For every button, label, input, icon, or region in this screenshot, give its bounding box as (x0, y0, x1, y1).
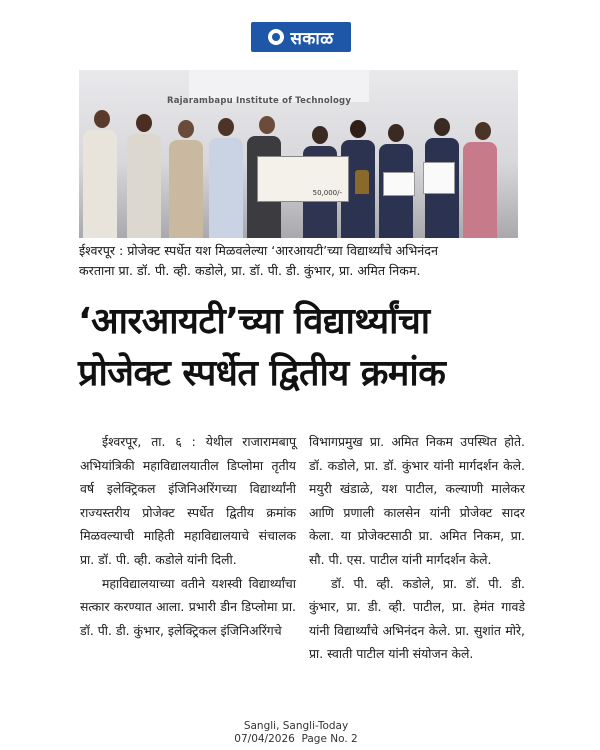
headline (78, 296, 528, 400)
news-photo (79, 70, 518, 238)
photo-caption (79, 241, 525, 281)
photo-person (83, 110, 121, 238)
caption-line: ईश्वरपूर : प्रोजेक्ट स्पर्धेत यश मिळवलेल्या ‘आरआयटी’च्या विद्यार्थ्यांचे अभिनंदन (79, 243, 438, 258)
photo-banner-text: Rajarambapu Institute of Technology (167, 96, 352, 106)
photo-person (209, 118, 243, 238)
article-column-left (80, 430, 296, 642)
certificate (383, 172, 415, 196)
headline-line: प्रोजेक्ट स्पर्धेत द्वितीय क्रमांक (78, 353, 446, 394)
headline-line: ‘आरआयटी’च्या विद्यार्थ्यांचा (78, 301, 430, 342)
photo-person (169, 120, 203, 238)
article-paragraph: महाविद्यालयाच्या वतीने यशस्वी विद्यार्थ्यांचा सत्कार करण्यात आला. प्रभारी डीन डिप्लोमा प्रा. डॉ. पी. डी. कुंभार, इलेक्ट्रिकल इंजिनिअरिंगचे (80, 575, 296, 638)
cheque-amount: 50,000/- (312, 189, 342, 197)
prize-cheque (257, 156, 349, 202)
date-page-label: 07/04/2026 Page No. 2 (234, 733, 358, 745)
article-paragraph: डॉ. पी. व्ही. कडोले, प्रा. डॉ. पी. डी. कुंभार, प्रा. डी. व्ही. पाटील, प्रा. हेमंत गावडे यांनी विद्यार्थ्यांचे अभिनंदन केले. प्रा. सुशांत मोरे, प्रा. स्वाती पाटील यांनी संयोजन केले. (309, 575, 525, 662)
article-paragraph: विभागप्रमुख प्रा. अमित निकम उपस्थित होते. डॉ. कडोले, प्रा. डॉ. कुंभार यांनी मार्गदर्शन केले. मयुरी खंडाळे, यश पाटील, कल्याणी मालेकर आणि प्रणाली कालसेन यांनी प्रोजेक्ट सादर केला. या प्रोजेक्टसाठी प्रा. अमित निकम, प्रा. सौ. पी. एस. पाटील यांनी मार्गदर्शन केले. (309, 434, 525, 567)
photo-person (463, 122, 503, 238)
article-paragraph: ईश्वरपूर, ता. ६ : येथील राजारामबापू अभियांत्रिकी महाविद्यालयातील डिप्लोमा तृतीय वर्ष इलेक्ट्रिकल इंजिनिअरिंगच्या विद्यार्थ्यांनी राज्यस्तरीय प्रोजेक्ट स्पर्धेत द्वितीय क्रमांक मिळवल्याची माहिती महाविद्यालयाचे संचालक प्रा. डॉ. पी. व्ही. कडोले यांनी दिली. (80, 434, 296, 567)
certificate (423, 162, 455, 194)
caption-line: करताना प्रा. डॉ. पी. व्ही. कडोले, प्रा. डॉ. पी. डी. कुंभार, प्रा. अमित निकम. (79, 263, 421, 278)
photo-person (127, 114, 161, 238)
trophy-icon (355, 170, 369, 194)
page-footer (196, 720, 396, 746)
masthead-title: सकाळ (290, 28, 334, 49)
article-column-right (309, 430, 525, 666)
edition-label: Sangli, Sangli-Today (243, 720, 349, 732)
sakal-emblem-icon (268, 29, 284, 45)
masthead-logo (251, 22, 351, 52)
